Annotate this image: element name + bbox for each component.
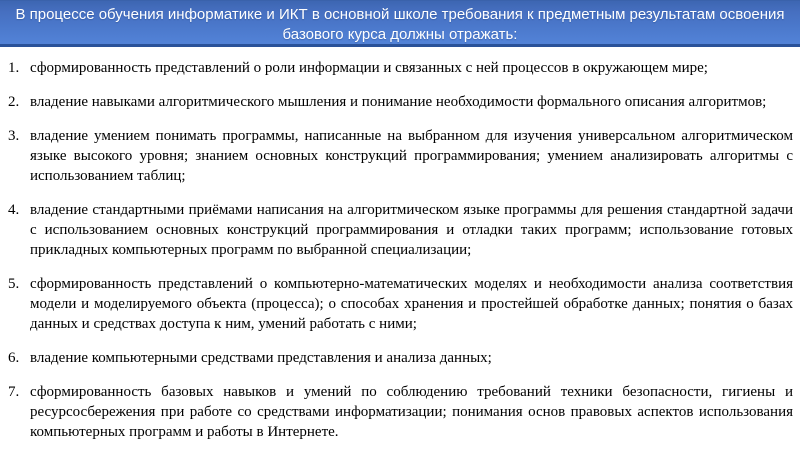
item-text: сформированность представлений о компьютерно-математических моделях и необходимости анализа соответствия модели и моделируемого объекта (процесса); о способах хранения и простейшей обработке данных; понятия о базах данных и средствах доступа к ним, умений работать с ними; [30, 276, 793, 332]
list-item [8, 92, 793, 112]
list-item [8, 348, 793, 368]
item-text: сформированность представлений о роли информации и связанных с ней процессов в окружающем мире; [30, 60, 708, 76]
item-text: владение стандартными приёмами написания на алгоритмическом языке программы для решения стандартной задачи с использованием основных конструкций программирования и отладки таких программ; использование готовых прикладных компьютерных программ по выбранной специализации; [30, 202, 793, 258]
item-number: 6. [8, 350, 20, 366]
item-number: 3. [8, 128, 20, 144]
requirements-list [8, 58, 793, 442]
list-item [8, 126, 793, 186]
item-number: 2. [8, 94, 20, 110]
list-item [8, 200, 793, 260]
list-item [8, 274, 793, 334]
item-text: владение навыками алгоритмического мышления и понимание необходимости формального описания алгоритмов; [30, 94, 767, 110]
list-item [8, 382, 793, 442]
item-text: сформированность базовых навыков и умений по соблюдению требований техники безопасности, гигиены и ресурсосбережения при работе со средствами информатизации; понимания основ правовых аспектов использования компьютерных программ и работы в Интернете. [30, 384, 793, 440]
item-text: владение умением понимать программы, написанные на выбранном для изучения универсальном алгоритмическом языке высокого уровня; знанием основных конструкций программирования; умением анализировать алгоритмы с использованием таблиц; [30, 128, 793, 184]
slide-title-banner [0, 0, 800, 47]
slide-title: В процессе обучения информатике и ИКТ в основной школе требования к предметным результатам освоения базового курса должны отражать: [15, 6, 785, 43]
list-item [8, 58, 793, 78]
item-text: владение компьютерными средствами представления и анализа данных; [30, 350, 492, 366]
item-number: 7. [8, 384, 20, 400]
numbered-list [8, 58, 793, 442]
item-number: 5. [8, 276, 20, 292]
item-number: 1. [8, 60, 20, 76]
item-number: 4. [8, 202, 20, 218]
